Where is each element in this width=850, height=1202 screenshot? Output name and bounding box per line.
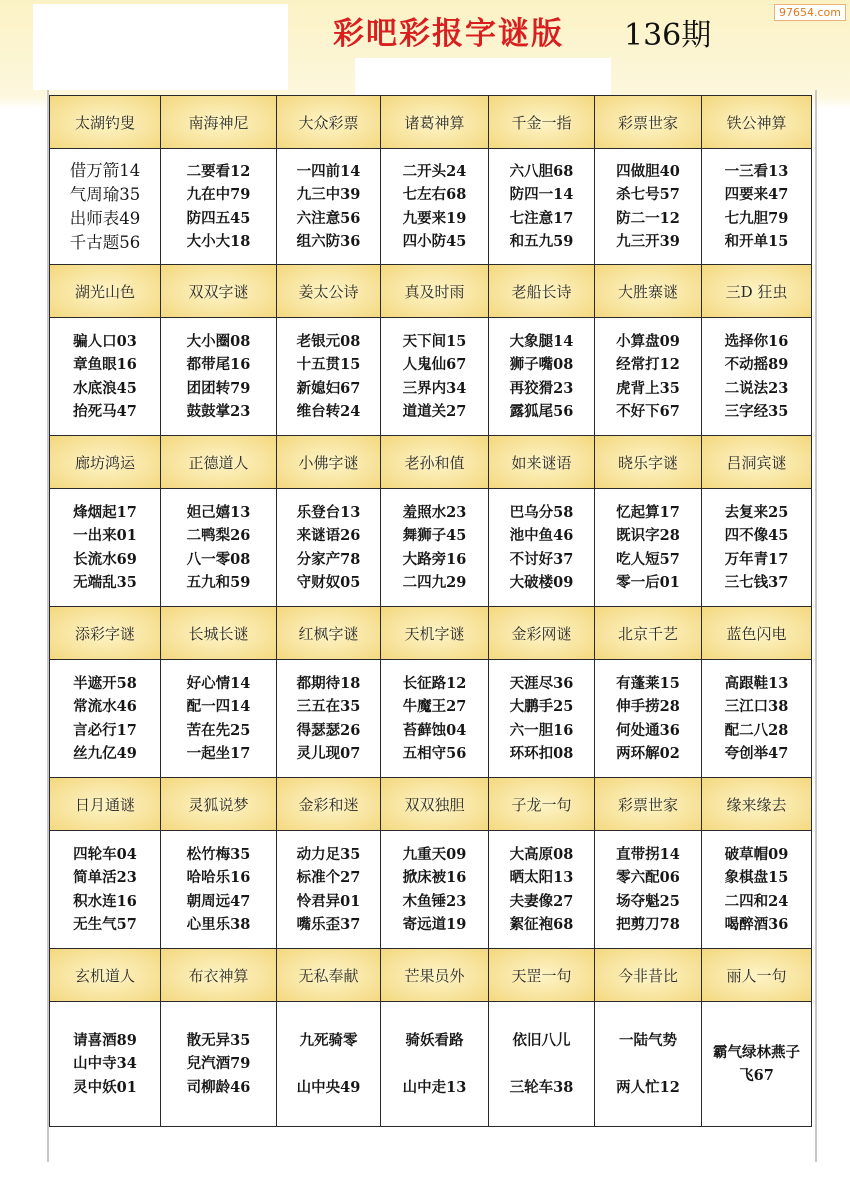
riddle-entry: 吃人短57 xyxy=(616,550,680,568)
riddle-entry: 大小大18 xyxy=(186,233,251,250)
header-row xyxy=(50,607,812,660)
riddle-entry: 掀床被16 xyxy=(402,869,467,886)
riddle-cell xyxy=(595,831,702,949)
riddle-entry: 二四和24 xyxy=(724,892,789,910)
riddle-entry: 杀七号57 xyxy=(616,186,680,203)
riddle-entry: 伸手捞28 xyxy=(616,698,680,715)
riddle-entry: 和开单15 xyxy=(724,233,789,250)
riddle-entry: 和五九59 xyxy=(509,233,574,250)
riddle-entry: 无生气57 xyxy=(73,916,137,933)
riddle-entry: 喝醉酒36 xyxy=(724,916,789,933)
riddle-entry: 灵中妖01 xyxy=(73,1078,137,1096)
riddle-entry: 三界内34 xyxy=(402,379,467,397)
page-title: 彩吧彩报字谜版 xyxy=(333,16,564,52)
riddle-entry: 六注意56 xyxy=(296,209,361,227)
riddle-entry: 四要来47 xyxy=(724,186,789,203)
riddle-entry: 零六配06 xyxy=(616,869,680,886)
riddle-entry: 两人忙12 xyxy=(616,1078,680,1096)
riddle-entry: 长征路12 xyxy=(402,674,467,692)
riddle-entry: 二说法23 xyxy=(724,379,789,397)
column-header: 今非昔比 xyxy=(595,949,702,1002)
riddle-entry: 四小防45 xyxy=(402,233,467,250)
riddle-entry xyxy=(489,1052,594,1076)
column-header: 太湖钓叟 xyxy=(50,96,161,149)
column-header: 无私奉献 xyxy=(277,949,381,1002)
riddle-entry: 六一胆16 xyxy=(509,721,574,739)
riddle-entry: 配一四14 xyxy=(186,698,251,715)
blank-banner-left xyxy=(33,4,288,90)
riddle-entry: 环环扣08 xyxy=(509,745,574,762)
riddle-cell xyxy=(381,149,489,265)
column-header: 湖光山色 xyxy=(50,265,161,318)
riddle-entry xyxy=(595,1052,701,1076)
riddle-entry: 二四九29 xyxy=(402,574,467,591)
riddle-entry: 直带拐14 xyxy=(616,845,680,863)
riddle-entry: 苦在先25 xyxy=(186,721,251,739)
riddle-entry: 何处通36 xyxy=(616,721,680,739)
riddle-entry: 抬死马47 xyxy=(73,403,137,420)
column-header: 子龙一句 xyxy=(489,778,595,831)
riddle-entry: 一四前14 xyxy=(296,162,361,180)
column-header: 千金一指 xyxy=(489,96,595,149)
riddle-entry: 妲己嬉13 xyxy=(186,503,251,521)
riddle-entry: 鼓鼓掌23 xyxy=(186,403,251,420)
riddle-row xyxy=(50,831,812,949)
riddle-entry: 再狡猾23 xyxy=(509,379,574,397)
column-header: 天机字谜 xyxy=(381,607,489,660)
riddle-entry: 万年青17 xyxy=(724,550,789,568)
riddle-entry: 经常打12 xyxy=(616,356,680,373)
riddle-entry: 来谜语26 xyxy=(296,527,361,544)
column-header: 彩票世家 xyxy=(595,778,702,831)
riddle-entry: 嘴乐歪37 xyxy=(296,916,361,933)
riddle-entry xyxy=(381,1052,488,1076)
riddle-entry: 九三开39 xyxy=(616,233,680,250)
riddle-entry: 既识字28 xyxy=(616,527,680,544)
riddle-cell xyxy=(277,149,381,265)
riddle-cell xyxy=(702,489,812,607)
column-header: 玄机道人 xyxy=(50,949,161,1002)
riddle-entry: 积水连16 xyxy=(73,892,137,910)
riddle-entry: 依旧八儿 xyxy=(512,1031,571,1049)
riddle-entry: 司柳龄46 xyxy=(186,1078,251,1096)
riddle-entry: 把剪刀78 xyxy=(616,916,680,933)
riddle-entry: 十五贯15 xyxy=(296,356,361,373)
riddle-entry: 不好下67 xyxy=(616,403,680,420)
column-header: 真及时雨 xyxy=(381,265,489,318)
riddle-cell xyxy=(277,831,381,949)
riddle-entry: 分家产78 xyxy=(296,550,361,568)
riddle-cell xyxy=(595,660,702,778)
riddle-entry: 三轮车38 xyxy=(509,1078,574,1096)
riddle-cell xyxy=(702,660,812,778)
column-header: 老孙和值 xyxy=(381,436,489,489)
riddle-cell xyxy=(161,489,277,607)
riddle-cell xyxy=(161,831,277,949)
riddle-entry: 大破楼09 xyxy=(509,574,574,591)
riddle-entry: 六八胆68 xyxy=(509,162,574,180)
riddle-table xyxy=(49,95,812,1127)
riddle-entry: 心里乐38 xyxy=(186,916,251,933)
riddle-entry: 章鱼眼16 xyxy=(73,356,137,373)
riddle-entry: 二要看12 xyxy=(186,162,251,180)
column-header: 三D 狂虫 xyxy=(702,265,812,318)
riddle-entry: 散无异35 xyxy=(186,1031,251,1049)
riddle-cell xyxy=(161,318,277,436)
riddle-entry: 七左右68 xyxy=(402,186,467,203)
riddle-entry: 七注意17 xyxy=(509,209,574,227)
riddle-cell xyxy=(381,318,489,436)
riddle-entry: 山中走13 xyxy=(402,1078,467,1096)
riddle-row xyxy=(50,489,812,607)
riddle-entry: 二鸭梨26 xyxy=(186,527,251,544)
column-header: 天罡一句 xyxy=(489,949,595,1002)
column-header: 南海神尼 xyxy=(161,96,277,149)
riddle-entry: 新媳妇67 xyxy=(296,379,361,397)
column-header: 大胜寨谜 xyxy=(595,265,702,318)
riddle-cell xyxy=(702,149,812,265)
riddle-entry: 忆起算17 xyxy=(616,503,680,521)
column-header: 大众彩票 xyxy=(277,96,381,149)
column-header: 缘来缘去 xyxy=(702,778,812,831)
site-watermark[interactable]: 97654.com xyxy=(774,4,846,21)
riddle-entry: 出师表49 xyxy=(69,208,141,228)
riddle-entry: 大高原08 xyxy=(509,845,574,863)
riddle-entry: 人鬼仙67 xyxy=(402,356,467,373)
riddle-entry: 山中寺34 xyxy=(73,1055,137,1073)
riddle-entry: 水底浪45 xyxy=(73,379,137,397)
riddle-entry: 羞照水23 xyxy=(402,503,467,521)
column-header: 如来谜语 xyxy=(489,436,595,489)
riddle-entry: 组六防36 xyxy=(296,233,361,250)
riddle-cell xyxy=(702,831,812,949)
riddle-entry: 动力足35 xyxy=(296,845,361,863)
riddle-entry: 一三看13 xyxy=(724,162,789,180)
riddle-cell xyxy=(277,489,381,607)
column-header: 长城长谜 xyxy=(161,607,277,660)
riddle-entry: 兒汽酒79 xyxy=(186,1055,251,1073)
riddle-entry: 两环解02 xyxy=(616,745,680,762)
column-header: 丽人一句 xyxy=(702,949,812,1002)
riddle-cell xyxy=(50,318,161,436)
riddle-cell xyxy=(277,318,381,436)
column-header: 金彩网谜 xyxy=(489,607,595,660)
riddle-cell xyxy=(50,149,161,265)
riddle-entry: 九在中79 xyxy=(186,186,251,203)
riddle-entry: 请喜酒89 xyxy=(73,1031,137,1049)
riddle-entry: 三七钱37 xyxy=(724,574,789,591)
riddle-entry: 夫妻像27 xyxy=(509,892,574,910)
riddle-entry: 破草帽09 xyxy=(724,845,789,863)
riddle-entry: 好心情14 xyxy=(186,674,251,692)
riddle-entry: 巴乌分58 xyxy=(509,503,574,521)
riddle-entry: 三五在35 xyxy=(296,698,361,715)
riddle-entry: 舞狮子45 xyxy=(402,527,467,544)
riddle-entry: 三字经35 xyxy=(724,403,789,420)
riddle-cell xyxy=(277,660,381,778)
riddle-entry: 四不像45 xyxy=(724,527,789,544)
riddle-entry: 有蓬莱15 xyxy=(616,674,680,692)
riddle-cell xyxy=(50,660,161,778)
riddle-entry: 霸气绿林燕子飞67 xyxy=(713,1043,800,1084)
riddle-cell xyxy=(381,1002,489,1127)
riddle-entry: 朝周远47 xyxy=(186,892,251,910)
riddle-cell xyxy=(489,831,595,949)
riddle-entry: 苔藓蚀04 xyxy=(402,721,467,739)
riddle-entry: 骑妖看路 xyxy=(405,1031,464,1049)
header-row xyxy=(50,949,812,1002)
column-header: 布衣神算 xyxy=(161,949,277,1002)
column-header: 红枫字谜 xyxy=(277,607,381,660)
column-header: 姜太公诗 xyxy=(277,265,381,318)
riddle-entry: 天下间15 xyxy=(402,332,467,350)
riddle-entry: 一陆气势 xyxy=(619,1031,677,1049)
riddle-entry: 配二八28 xyxy=(724,721,789,739)
riddle-entry: 九死骑零 xyxy=(299,1031,358,1049)
column-header: 诸葛神算 xyxy=(381,96,489,149)
riddle-entry: 象棋盘15 xyxy=(724,869,789,886)
riddle-entry: 大路旁16 xyxy=(402,550,467,568)
riddle-cell xyxy=(489,660,595,778)
riddle-entry: 去复来25 xyxy=(724,503,789,521)
column-header: 小佛字谜 xyxy=(277,436,381,489)
riddle-entry: 二开头24 xyxy=(402,162,467,180)
riddle-entry: 道道关27 xyxy=(402,403,467,420)
riddle-entry: 晒太阳13 xyxy=(509,869,574,886)
riddle-entry: 骗人口03 xyxy=(73,332,137,350)
riddle-cell xyxy=(702,318,812,436)
riddle-entry: 絮征袍68 xyxy=(509,916,574,933)
column-header: 彩票世家 xyxy=(595,96,702,149)
riddle-entry: 灵儿现07 xyxy=(296,745,361,762)
column-header: 双双字谜 xyxy=(161,265,277,318)
riddle-entry: 防四五45 xyxy=(186,209,251,227)
riddle-entry: 防四一14 xyxy=(509,186,574,203)
riddle-entry: 池中鱼46 xyxy=(509,527,574,544)
riddle-entry: 一出来01 xyxy=(73,527,137,544)
riddle-entry: 气周瑜35 xyxy=(69,184,141,204)
riddle-entry: 木鱼锤23 xyxy=(402,892,467,910)
riddle-entry: 老银元08 xyxy=(296,332,361,350)
riddle-cell xyxy=(595,489,702,607)
column-header: 正德道人 xyxy=(161,436,277,489)
riddle-cell xyxy=(381,660,489,778)
riddle-entry: 九要来19 xyxy=(402,209,467,227)
riddle-cell xyxy=(702,1002,812,1127)
issue-number: 136期 xyxy=(624,18,712,53)
riddle-entry: 大象腿14 xyxy=(509,332,574,350)
header-row xyxy=(50,778,812,831)
column-header: 双双独胆 xyxy=(381,778,489,831)
riddle-entry: 借万箭14 xyxy=(69,160,141,180)
riddle-entry: 露狐尾56 xyxy=(509,403,574,420)
riddle-entry: 得瑟瑟26 xyxy=(296,721,361,739)
riddle-row xyxy=(50,1002,812,1127)
header-row xyxy=(50,436,812,489)
riddle-entry: 防二一12 xyxy=(616,209,680,227)
riddle-entry: 烽烟起17 xyxy=(73,503,137,521)
riddle-entry: 四轮车04 xyxy=(73,845,137,863)
riddle-entry: 天涯尽36 xyxy=(509,674,574,692)
riddle-cell xyxy=(161,1002,277,1127)
riddle-cell xyxy=(489,318,595,436)
riddle-entry: 常流水46 xyxy=(73,698,137,715)
riddle-entry: 哈哈乐16 xyxy=(186,869,251,886)
riddle-entry: 夸创举47 xyxy=(724,745,789,762)
riddle-entry: 狮子嘴08 xyxy=(509,356,574,373)
riddle-entry: 高跟鞋13 xyxy=(724,674,789,692)
riddle-entry: 乐登台13 xyxy=(296,503,361,521)
riddle-entry: 团团转79 xyxy=(186,379,251,397)
riddle-cell xyxy=(50,831,161,949)
column-header: 晓乐字谜 xyxy=(595,436,702,489)
riddle-entry: 五相守56 xyxy=(402,745,467,762)
column-header: 金彩和迷 xyxy=(277,778,381,831)
riddle-entry: 不讨好37 xyxy=(509,550,574,568)
column-header: 铁公神算 xyxy=(702,96,812,149)
riddle-entry: 言必行17 xyxy=(73,721,137,739)
riddle-entry: 丝九亿49 xyxy=(73,745,137,762)
riddle-row xyxy=(50,318,812,436)
column-header: 廊坊鸿运 xyxy=(50,436,161,489)
riddle-cell xyxy=(381,489,489,607)
riddle-entry: 场夺魁25 xyxy=(616,892,680,910)
riddle-cell xyxy=(161,660,277,778)
riddle-row xyxy=(50,149,812,265)
column-header: 吕洞宾谜 xyxy=(702,436,812,489)
riddle-entry: 牛魔王27 xyxy=(402,698,467,715)
riddle-entry: 寄远道19 xyxy=(402,916,467,933)
riddle-cell xyxy=(595,149,702,265)
riddle-entry: 虎背上35 xyxy=(616,379,680,397)
riddle-cell xyxy=(381,831,489,949)
riddle-cell xyxy=(595,318,702,436)
riddle-cell xyxy=(50,1002,161,1127)
column-header: 日月通谜 xyxy=(50,778,161,831)
riddle-entry: 千古题56 xyxy=(69,232,141,252)
header-row xyxy=(50,265,812,318)
riddle-cell xyxy=(489,1002,595,1127)
riddle-entry: 守财奴05 xyxy=(296,574,361,591)
column-header: 蓝色闪电 xyxy=(702,607,812,660)
riddle-entry: 山中央49 xyxy=(296,1078,361,1096)
riddle-entry xyxy=(277,1052,380,1076)
riddle-entry: 标准个27 xyxy=(296,869,361,886)
riddle-entry: 怜君异01 xyxy=(296,892,361,910)
column-header: 添彩字谜 xyxy=(50,607,161,660)
riddle-cell xyxy=(489,489,595,607)
riddle-entry: 松竹梅35 xyxy=(186,845,251,863)
riddle-entry: 零一后01 xyxy=(616,574,680,591)
riddle-entry: 不动摇89 xyxy=(724,356,789,373)
riddle-entry: 大鹏手25 xyxy=(509,698,574,715)
riddle-entry: 半遮开58 xyxy=(73,674,137,692)
riddle-entry: 简单活23 xyxy=(73,869,137,886)
riddle-entry: 无端乱35 xyxy=(73,574,137,591)
riddle-entry: 四做胆40 xyxy=(616,162,680,180)
column-header: 老船长诗 xyxy=(489,265,595,318)
riddle-entry: 小算盘09 xyxy=(616,332,680,350)
riddle-entry: 都带尾16 xyxy=(186,356,251,373)
column-header: 北京千艺 xyxy=(595,607,702,660)
riddle-cell xyxy=(595,1002,702,1127)
riddle-cell xyxy=(50,489,161,607)
riddle-entry: 选择你16 xyxy=(724,332,789,350)
riddle-entry: 大小圈08 xyxy=(186,332,251,350)
riddle-row xyxy=(50,660,812,778)
riddle-entry: 长流水69 xyxy=(73,550,137,568)
riddle-entry: 都期待18 xyxy=(296,674,361,692)
header-row xyxy=(50,96,812,149)
riddle-entry: 八一零08 xyxy=(186,550,251,568)
riddle-entry: 九三中39 xyxy=(296,186,361,203)
riddle-entry: 五九和59 xyxy=(186,574,251,591)
riddle-entry: 一起坐17 xyxy=(186,745,251,762)
riddle-table-body xyxy=(50,96,812,1127)
column-header: 芒果员外 xyxy=(381,949,489,1002)
riddle-entry: 维台转24 xyxy=(296,403,361,420)
riddle-entry: 九重天09 xyxy=(402,845,467,863)
riddle-cell xyxy=(489,149,595,265)
riddle-entry: 七九胆79 xyxy=(724,209,789,227)
riddle-cell xyxy=(161,149,277,265)
riddle-entry: 三江口38 xyxy=(724,698,789,715)
riddle-cell xyxy=(277,1002,381,1127)
column-header: 灵狐说梦 xyxy=(161,778,277,831)
